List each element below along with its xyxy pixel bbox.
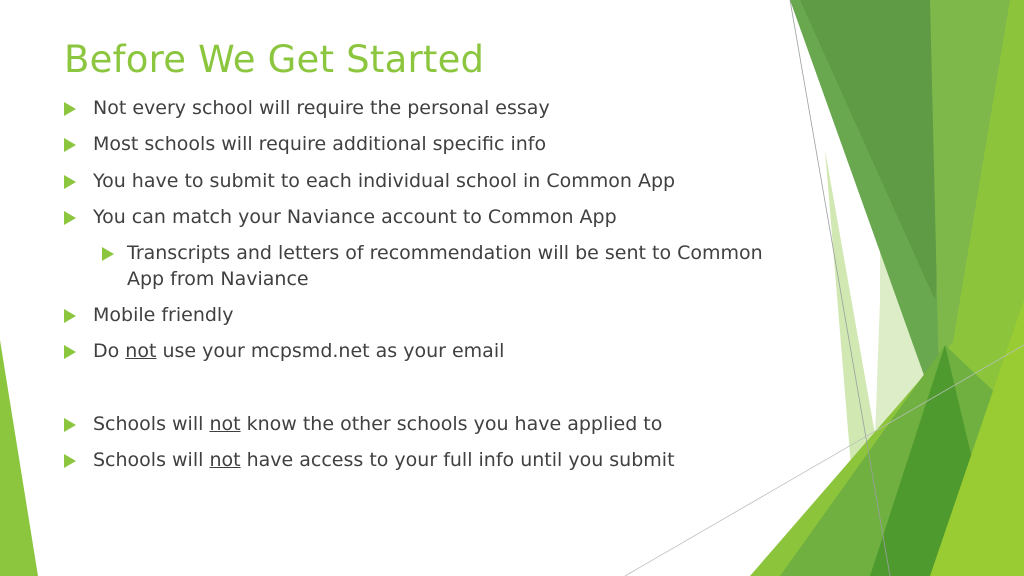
bullet-text-post: use your mcpsmd.net as your email bbox=[156, 340, 505, 362]
bullet-text-emphasis: not bbox=[209, 449, 241, 471]
bullet-arrow-icon bbox=[64, 454, 76, 468]
bullet-arrow-icon bbox=[64, 309, 76, 323]
bullet-text-pre: Do bbox=[93, 340, 126, 362]
bullet-arrow-icon bbox=[64, 211, 76, 225]
bullet-text-post: know the other schools you have applied to bbox=[240, 413, 663, 435]
bullet-arrow-icon bbox=[64, 418, 76, 432]
sub-bullet-text bbox=[127, 240, 763, 292]
bullet-text: Not every school will require the personal essay bbox=[93, 97, 550, 119]
slide-title: Before We Get Started bbox=[64, 38, 485, 81]
bullet-arrow-icon bbox=[64, 345, 76, 359]
bullet-text bbox=[93, 411, 662, 437]
bullet-text: You have to submit to each individual school in Common App bbox=[93, 170, 676, 192]
bullet-text bbox=[93, 338, 504, 364]
bullet-text-post: have access to your full info until you submit bbox=[240, 449, 675, 471]
bullet-text-emphasis: not bbox=[209, 413, 241, 435]
bullet-text: You can match your Naviance account to Common App bbox=[93, 206, 617, 228]
bullet-text-pre: Schools will bbox=[93, 449, 210, 471]
bullet-arrow-icon bbox=[64, 175, 76, 189]
bullet-arrow-icon bbox=[64, 102, 76, 116]
left-edge-strip bbox=[0, 340, 38, 576]
bullet-text: Mobile friendly bbox=[93, 304, 234, 326]
sub-bullet-line-1: Transcripts and letters of recommendation will be sent to Common bbox=[127, 242, 763, 264]
bullet-text: Most schools will require additional specific info bbox=[93, 133, 547, 155]
bullet-text bbox=[93, 447, 675, 473]
bullet-text-pre: Schools will bbox=[93, 413, 210, 435]
bullet-arrow-icon bbox=[64, 138, 76, 152]
sub-bullet-line-2: App from Naviance bbox=[127, 268, 309, 290]
bullet-text-emphasis: not bbox=[125, 340, 157, 362]
bullet-arrow-icon bbox=[102, 247, 114, 261]
